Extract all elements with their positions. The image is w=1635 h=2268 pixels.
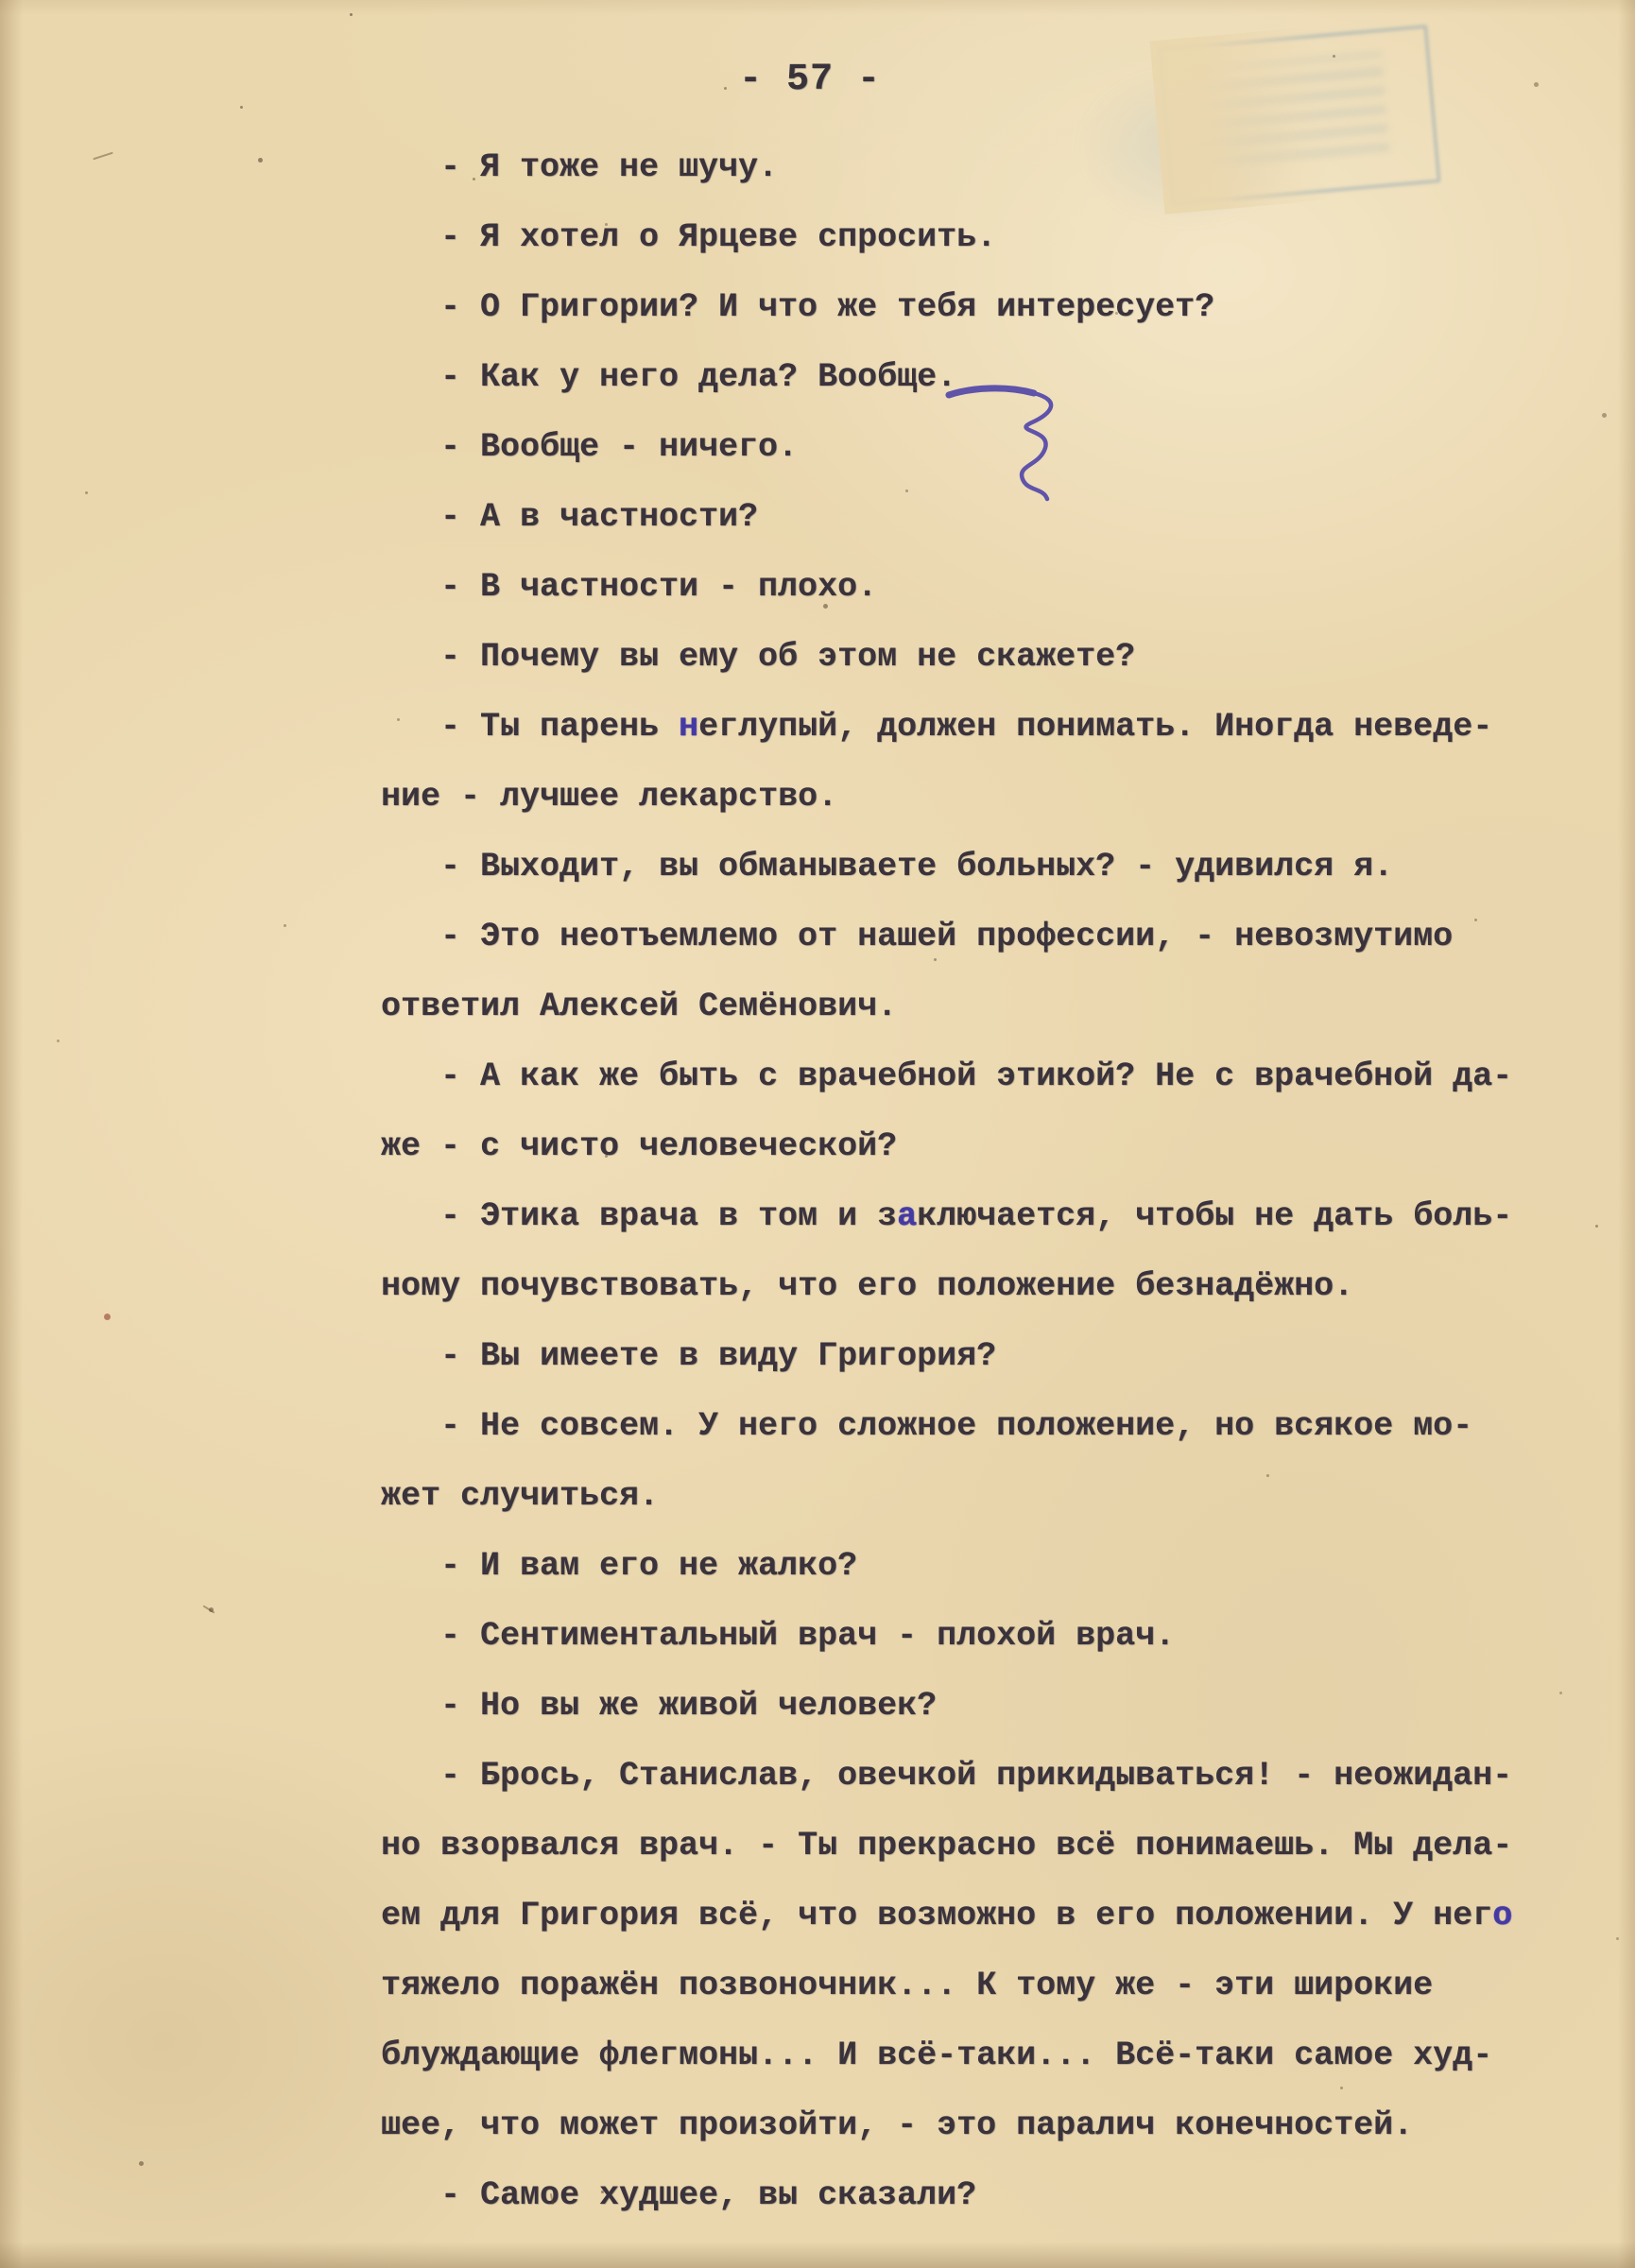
typed-text: - Как у него дела? Вообще. [440,358,957,396]
typed-text: - Не совсем. У него сложное положение, но всякое мо- [440,1407,1473,1445]
typed-text: - Самое худшее, вы сказали? [440,2176,977,2214]
typed-text: - Но вы же живой человек? [440,1687,938,1725]
typed-text: - Это неотъемлемо от нашей профессии, - невозмутимо [440,918,1454,955]
typed-text: - Вообще - ничего. [440,428,799,466]
typed-text: шее, что может произойти, - это паралич конечностей. [381,2106,1414,2144]
typed-line [381,762,1512,832]
typed-line [381,1321,1512,1391]
typed-line [381,1461,1512,1531]
typed-text: - Ты парень [440,708,680,746]
typed-line [381,1881,1512,1950]
typed-text: - Брось, Станислав, овечкой прикидываться! - неожидан- [440,1757,1513,1795]
typed-text: - И вам его не жалко? [440,1547,858,1585]
typed-line [381,971,1512,1041]
typed-text: жет случиться. [381,1477,660,1515]
typed-line [381,202,1512,272]
typed-text: тяжело поражён позвоночник... К тому же - эти широкие [381,1967,1434,2004]
typed-text: - Выходит, вы обманываете больных? - удивился я. [440,848,1394,885]
typed-line [381,552,1512,622]
typed-line [381,1111,1512,1181]
typed-text: ответил Алексей Семёнович. [381,988,898,1025]
typed-line [381,272,1512,342]
typed-line [381,1671,1512,1741]
pen-overtyped-letter: н [679,708,699,746]
typed-text: - Сентиментальный врач - плохой врач. [440,1617,1176,1655]
typed-line [381,1601,1512,1671]
typed-line [381,2090,1512,2160]
typed-line [381,1531,1512,1601]
pen-overtyped-letter: о [1492,1897,1513,1934]
typed-text: ние - лучшее лекарство. [381,778,838,816]
paper-fiber [93,152,113,161]
typed-line [381,482,1512,552]
typed-line [381,622,1512,692]
typed-line [381,1251,1512,1321]
typed-line [381,1950,1512,2020]
typed-line [381,1391,1512,1461]
typed-line [381,1041,1512,1111]
typed-text: - Я тоже не шучу. [440,148,779,186]
typed-text: ем для Григория всё, что возможно в его положении. У нег [381,1897,1493,1934]
paper-specks [350,13,353,16]
typed-line [381,1181,1512,1251]
typed-text: еглупый, должен понимать. Иногда неведе- [698,708,1493,746]
typed-text: но взорвался врач. - Ты прекрасно всё понимаешь. Мы дела- [381,1827,1513,1864]
typed-text: же - с чисто человеческой? [381,1127,898,1165]
typed-line [381,902,1512,971]
typed-line [381,2020,1512,2090]
typed-line [381,132,1512,202]
typed-line [381,1741,1512,1811]
page-number: - 57 - [739,59,882,101]
typed-text: - Этика врача в том и з [440,1197,898,1235]
typed-text: - А в частности? [440,498,759,536]
paper-fiber [203,1605,215,1613]
typed-line [381,1811,1512,1881]
typed-text: - В частности - плохо. [440,568,878,606]
pen-overtyped-letter: а [897,1197,918,1235]
typed-text: - А как же быть с врачебной этикой? Не с врачебной да- [440,1057,1513,1095]
typed-text: ному почувствовать, что его положение безнадёжно. [381,1267,1354,1305]
typed-text: блуждающие флегмоны... И всё-таки... Всё-таки самое худ- [381,2036,1493,2074]
typed-text: - О Григории? И что же тебя интересует? [440,288,1215,326]
typed-text: - Вы имеете в виду Григория? [440,1337,997,1375]
typed-line [381,832,1512,902]
typed-text: - Почему вы ему об этом не скажете? [440,638,1136,676]
typed-line [381,342,1512,412]
typed-line [381,692,1512,762]
typed-text: - Я хотел о Ярцеве спросить. [440,218,997,256]
typed-lines [381,132,1512,2230]
typed-line [381,412,1512,482]
typed-text: ключается, чтобы не дать боль- [917,1197,1513,1235]
